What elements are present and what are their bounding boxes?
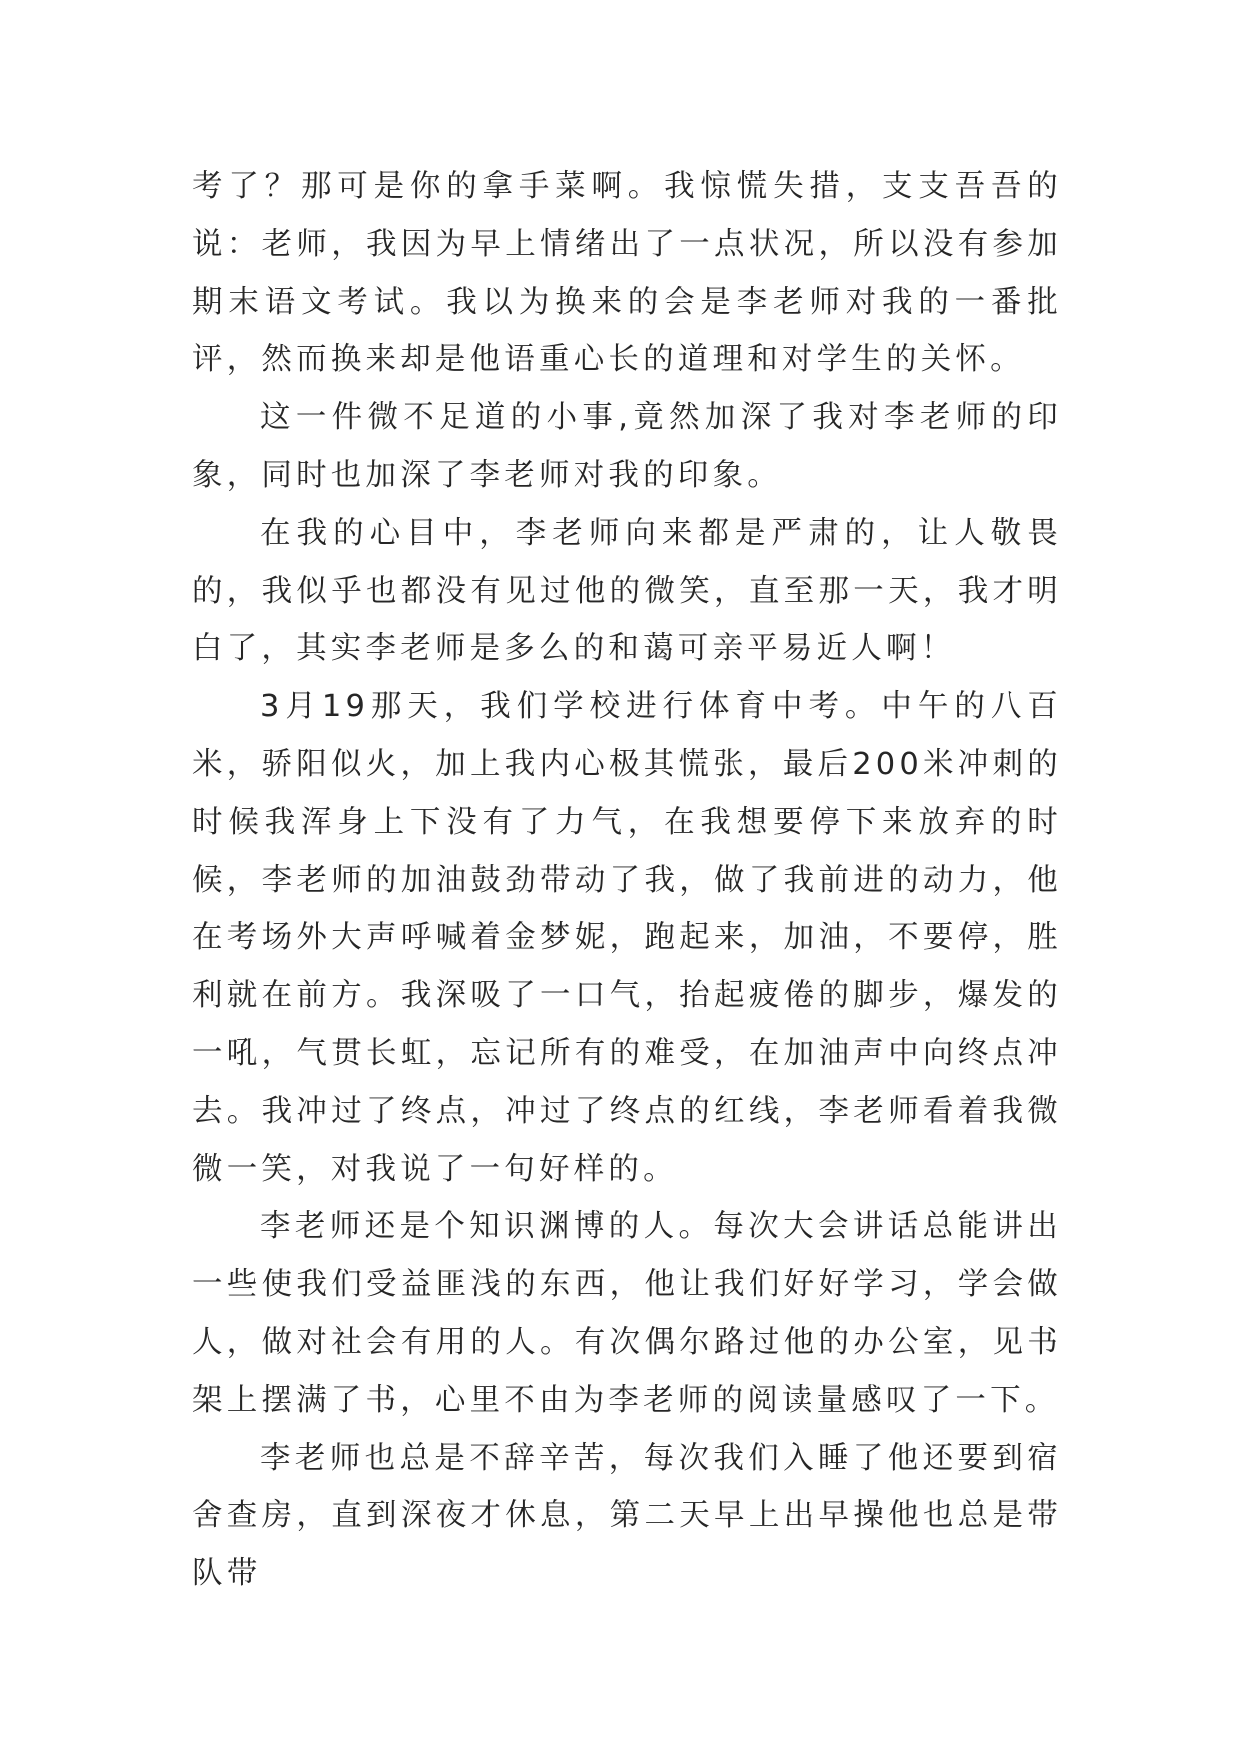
paragraph: 这一件微不足道的小事,竟然加深了我对李老师的印象，同时也加深了李老师对我的印象。 xyxy=(192,400,1062,493)
paragraph: 李老师还是个知识渊博的人。每次大会讲话总能讲出一些使我们受益匪浅的东西，他让我们好好学习，学会做人，做对社会有用的人。有次偶尔路过他的办公室，见书架上摆满了书，心里不由为李老师的阅读量感叹了一下。 xyxy=(192,1209,1062,1418)
paragraph: 在我的心目中，李老师向来都是严肃的，让人敬畏的，我似乎也都没有见过他的微笑，直至那一天，我才明白了，其实李老师是多么的和蔼可亲平易近人啊！ xyxy=(192,515,1062,667)
paragraph: 3月19那天，我们学校进行体育中考。中午的八百米，骄阳似火，加上我内心极其慌张，最后200米冲刺的时候我浑身上下没有了力气，在我想要停下来放弃的时候，李老师的加油鼓劲带动了我，做了我前进的动力，他在考场外大声呼喊着金梦妮，跑起来，加油，不要停，胜利就在前方。我深吸了一口气，抬起疲倦的脚步，爆发的一吼，气贯长虹，忘记所有的难受，在加油声中向终点冲去。我冲过了终点，冲过了终点的红线，李老师看着我微微一笑，对我说了一句好样的。 xyxy=(192,689,1062,1187)
document-body xyxy=(192,158,1062,1603)
paragraph: 李老师也总是不辞辛苦，每次我们入睡了他还要到宿舍查房，直到深夜才休息，第二天早上出早操他也总是带队带 xyxy=(192,1440,1062,1592)
paragraph-continuation: 考了？那可是你的拿手菜啊。我惊慌失措，支支吾吾的说：老师，我因为早上情绪出了一点状况，所以没有参加期末语文考试。我以为换来的会是李老师对我的一番批评，然而换来却是他语重心长的道理和对学生的关怀。 xyxy=(192,169,1062,378)
